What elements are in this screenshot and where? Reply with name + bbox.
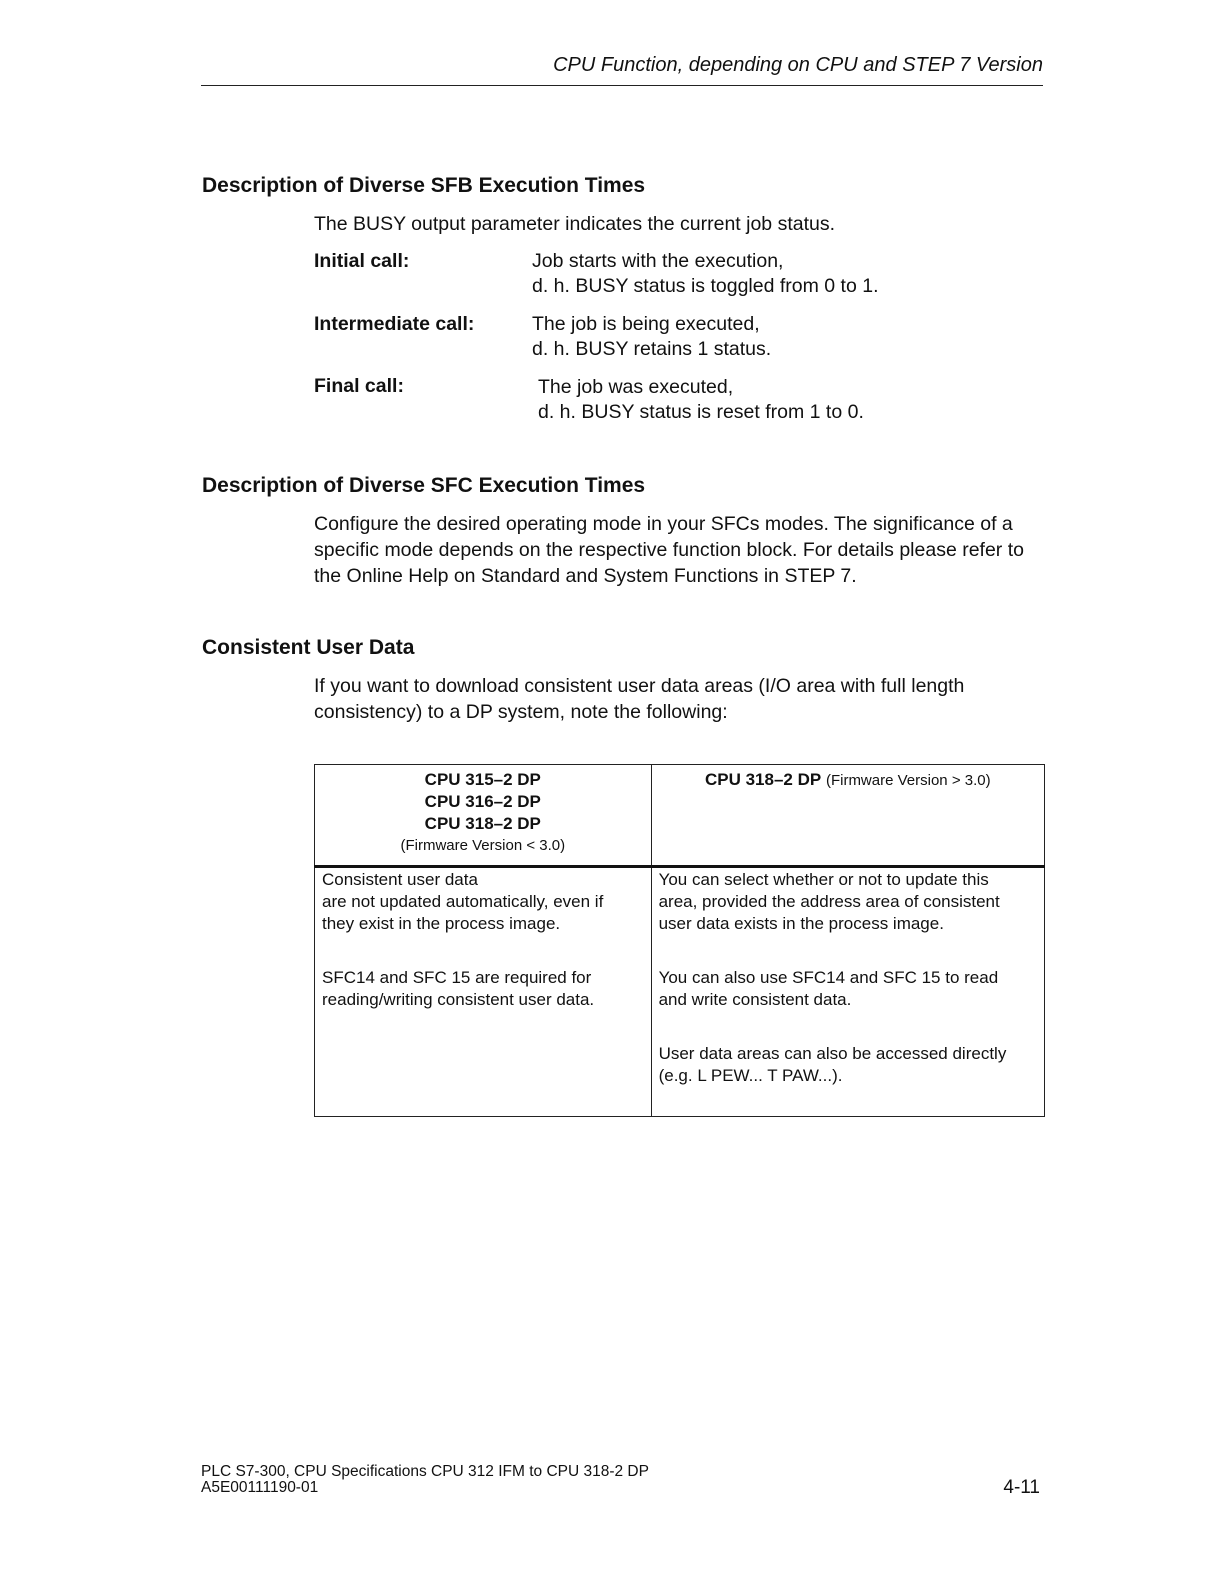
header-divider xyxy=(201,85,1043,86)
cell-line: are not updated automatically, even if xyxy=(322,892,604,911)
paragraph-line: the Online Help on Standard and System Functions in STEP 7. xyxy=(314,565,857,587)
heading-sfb-execution-times: Description of Diverse SFB Execution Times xyxy=(202,174,646,197)
firmware-note: (Firmware Version > 3.0) xyxy=(825,772,991,789)
heading-consistent-user-data: Consistent User Data xyxy=(202,636,415,659)
table-header-row xyxy=(315,765,1045,867)
cell-line: and write consistent data. xyxy=(658,990,852,1009)
sfc-paragraph xyxy=(314,511,1024,589)
def-line: d. h. BUSY status is toggled from 0 to 1. xyxy=(532,275,879,297)
def-line: d. h. BUSY status is reset from 1 to 0. xyxy=(538,401,864,423)
def-intermediate-call xyxy=(532,312,771,362)
def-line: Job starts with the execution, xyxy=(532,250,784,272)
col1-cell xyxy=(315,867,652,1117)
cell-line: user data exists in the process image. xyxy=(658,914,944,933)
consistent-paragraph xyxy=(314,673,964,725)
cell-line: they exist in the process image. xyxy=(322,914,561,933)
cell-paragraph xyxy=(322,869,644,935)
def-final-call xyxy=(538,375,864,425)
cell-paragraph xyxy=(659,1043,1037,1087)
cell-line: You can select whether or not to update this xyxy=(658,870,989,889)
footer-title: PLC S7-300, CPU Specifications CPU 312 IFM to CPU 318-2 DP xyxy=(201,1463,649,1480)
cell-line: You can also use SFC14 and SFC 15 to read xyxy=(658,968,999,987)
def-initial-call xyxy=(532,249,879,299)
cell-line: SFC14 and SFC 15 are required for xyxy=(322,968,592,987)
cpu-name: CPU 316–2 DP xyxy=(424,792,541,811)
paragraph-line: If you want to download consistent user data areas (I/O area with full length xyxy=(314,675,965,697)
page-number: 4-11 xyxy=(1003,1477,1040,1498)
cell-line: (e.g. L PEW... T PAW...). xyxy=(658,1066,843,1085)
heading-sfc-execution-times: Description of Diverse SFC Execution Times xyxy=(202,474,646,497)
col1-header xyxy=(315,765,652,867)
cell-paragraph xyxy=(659,869,1037,935)
cpu-name: CPU 318–2 DP xyxy=(704,770,822,789)
cell-paragraph xyxy=(322,967,644,1011)
cpu-name: CPU 318–2 DP xyxy=(424,814,541,833)
def-line: The job was executed, xyxy=(538,376,734,398)
def-line: The job is being executed, xyxy=(532,313,760,335)
col2-header xyxy=(651,765,1044,867)
paragraph-line: specific mode depends on the respective function block. For details please refer to xyxy=(314,539,1024,561)
cell-line: area, provided the address area of consistent xyxy=(658,892,1000,911)
cell-line: Consistent user data xyxy=(322,870,478,889)
firmware-note: (Firmware Version < 3.0) xyxy=(400,837,566,854)
paragraph-line: consistency) to a DP system, note the following: xyxy=(314,701,728,723)
cpu-name: CPU 315–2 DP xyxy=(424,770,541,789)
term-final-call: Final call: xyxy=(314,375,404,397)
term-intermediate-call: Intermediate call: xyxy=(314,313,475,335)
cell-line: reading/writing consistent user data. xyxy=(322,990,595,1009)
col2-cell xyxy=(651,867,1044,1117)
footer-document-info xyxy=(201,1464,649,1496)
cell-line: User data areas can also be accessed directly xyxy=(658,1044,1007,1063)
consistency-comparison-table xyxy=(314,764,1045,1117)
def-line: d. h. BUSY retains 1 status. xyxy=(532,338,772,360)
paragraph-line: Configure the desired operating mode in your SFCs modes. The significance of a xyxy=(314,513,1013,535)
term-initial-call: Initial call: xyxy=(314,250,410,272)
sfb-intro: The BUSY output parameter indicates the current job status. xyxy=(314,213,836,235)
footer-doc-number: A5E00111190-01 xyxy=(201,1479,319,1496)
cell-paragraph xyxy=(659,967,1037,1011)
table-row xyxy=(315,867,1045,1117)
running-header: CPU Function, depending on CPU and STEP 7 Version xyxy=(553,54,1043,76)
